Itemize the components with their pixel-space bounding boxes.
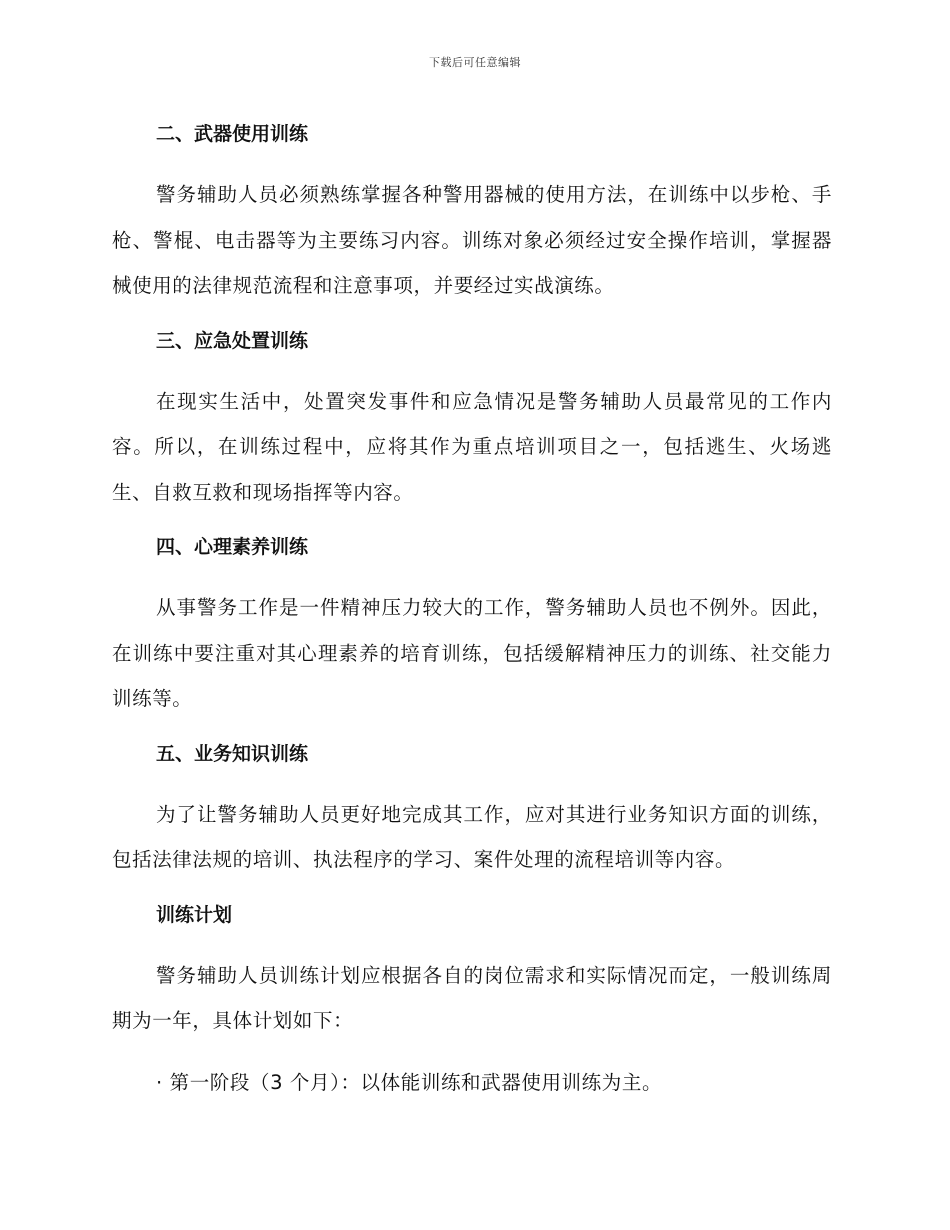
section-paragraph-business: 为了让警务辅助人员更好地完成其工作，应对其进行业务知识方面的训练，包括法律法规的培训、执法程序的学习、案件处理的流程培训等内容。 — [112, 802, 832, 871]
section-paragraph-emergency: 在现实生活中，处置突发事件和应急情况是警务辅助人员最常见的工作内容。所以，在训练过程中，应将其作为重点培训项目之一，包括逃生、火场逃生、自救互救和现场指挥等内容。 — [112, 389, 832, 504]
section-paragraph-psychology: 从事警务工作是一件精神压力较大的工作，警务辅助人员也不例外。因此，在训练中要注重对其心理素养的培育训练，包括缓解精神压力的训练、社交能力训练等。 — [112, 596, 832, 710]
section-paragraph-weapons: 警务辅助人员必须熟练掌握各种警用器械的使用方法，在训练中以步枪、手枪、警棍、电击器等为主要练习内容。训练对象必须经过安全操作培训，掌握器械使用的法律规范流程和注意事项，并要经过实战演练。 — [112, 183, 832, 297]
section-heading-emergency: 三、应急处置训练 — [156, 329, 309, 352]
section-heading-psychology: 四、心理素养训练 — [156, 536, 309, 558]
section-heading-plan: 训练计划 — [156, 903, 233, 926]
plan-bullet-item: · 第一阶段（3 个月）：以体能训练和武器使用训练为主。 — [156, 1070, 663, 1094]
section-paragraph-plan: 警务辅助人员训练计划应根据各自的岗位需求和实际情况而定，一般训练周期为一年，具体计划如下： — [112, 963, 832, 1032]
section-heading-business: 五、业务知识训练 — [156, 742, 309, 765]
section-heading-weapons: 二、武器使用训练 — [156, 123, 309, 145]
page-header-note: 下载后可任意编辑 — [429, 56, 521, 69]
document-body — [112, 110, 832, 1105]
